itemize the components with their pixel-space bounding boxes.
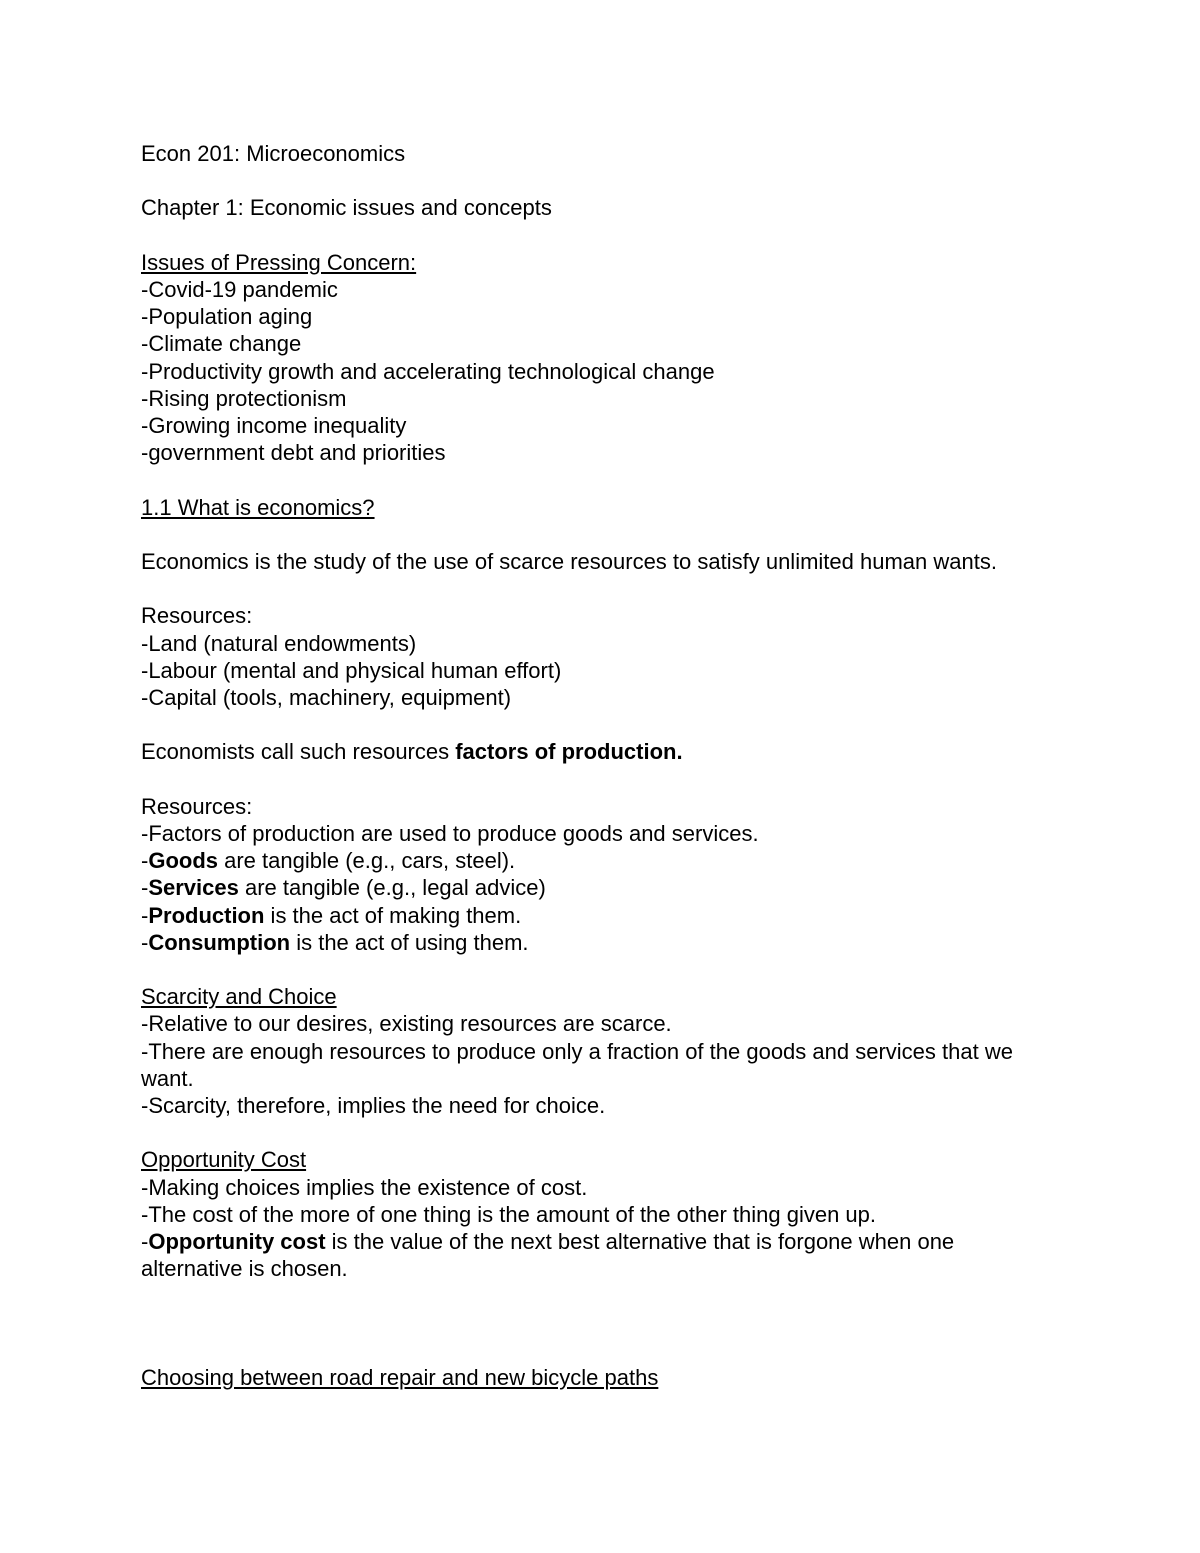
dash: - [141, 875, 149, 901]
dash: - [141, 929, 149, 955]
scarcity-line: -Scarcity, therefore, implies the need for choice. [141, 1092, 606, 1118]
issue-item: -Rising protectionism [141, 385, 347, 411]
production-term: Production [148, 902, 265, 928]
resource-item: -Labour (mental and physical human effort) [141, 657, 562, 683]
opportunity-line: -The cost of the more of one thing is the amount of the other thing given up. [141, 1201, 877, 1227]
issue-item: -Climate change [141, 331, 302, 357]
production-line [141, 902, 1061, 929]
spacer [141, 521, 1061, 548]
spacer [141, 711, 1061, 738]
services-line [141, 874, 1061, 901]
spacer [141, 1337, 1061, 1364]
factors-sentence [141, 738, 1061, 765]
opportunity-line: -Making choices implies the existence of cost. [141, 1174, 588, 1200]
factors-term: factors of production. [455, 739, 683, 765]
resource-item: -Capital (tools, machinery, equipment) [141, 684, 512, 710]
economics-definition: Economics is the study of the use of scarce resources to satisfy unlimited human wants. [141, 548, 997, 574]
opportunity-cost-rest: is the value of the next best alternative that is forgone when one alternative is chosen. [141, 1228, 955, 1282]
issues-heading: Issues of Pressing Concern: [141, 249, 417, 275]
issue-item: -government debt and priorities [141, 440, 446, 466]
spacer [141, 766, 1061, 793]
spacer [141, 1282, 1061, 1309]
issue-item: -Population aging [141, 304, 313, 330]
resources-heading-2: Resources: [141, 793, 253, 819]
choosing-heading: Choosing between road repair and new bicycle paths [141, 1364, 659, 1390]
goods-line [141, 847, 1061, 874]
resources-heading: Resources: [141, 603, 253, 629]
services-rest: are tangible (e.g., legal advice) [238, 875, 546, 901]
goods-rest: are tangible (e.g., cars, steel). [218, 848, 516, 874]
issue-item: -Growing income inequality [141, 413, 407, 438]
document-page [141, 140, 1061, 1391]
factors-line: -Factors of production are used to produce goods and services. [141, 820, 759, 846]
consumption-rest: is the act of using them. [290, 929, 529, 955]
opportunity-cost-definition [141, 1228, 1061, 1282]
opportunity-cost-term: Opportunity cost [148, 1228, 326, 1254]
consumption-term: Consumption [148, 929, 291, 955]
spacer [141, 167, 1061, 194]
dash: - [141, 902, 149, 928]
production-rest: is the act of making them. [264, 902, 522, 928]
goods-term: Goods [148, 848, 218, 874]
spacer [141, 1119, 1061, 1146]
spacer [141, 575, 1061, 602]
chapter-title: Chapter 1: Economic issues and concepts [141, 195, 552, 221]
resource-item: -Land (natural endowments) [141, 630, 417, 656]
course-title: Econ 201: Microeconomics [141, 141, 406, 166]
opportunity-heading: Opportunity Cost [141, 1147, 307, 1173]
issue-item: -Covid-19 pandemic [141, 276, 338, 302]
services-term: Services [148, 875, 239, 901]
scarcity-line: -There are enough resources to produce only a fraction of the goods and services that we want. [141, 1038, 1013, 1091]
issue-item: -Productivity growth and accelerating technological change [141, 358, 715, 384]
spacer [141, 956, 1061, 983]
consumption-line [141, 929, 1061, 956]
spacer [141, 466, 1061, 493]
scarcity-heading: Scarcity and Choice [141, 984, 337, 1010]
spacer [141, 1310, 1061, 1337]
spacer [141, 222, 1061, 249]
factors-sentence-prefix: Economists call such resources [141, 739, 456, 765]
scarcity-line: -Relative to our desires, existing resources are scarce. [141, 1011, 672, 1037]
dash: - [141, 1228, 149, 1254]
section-1-1-heading: 1.1 What is economics? [141, 494, 375, 520]
dash: - [141, 848, 149, 874]
